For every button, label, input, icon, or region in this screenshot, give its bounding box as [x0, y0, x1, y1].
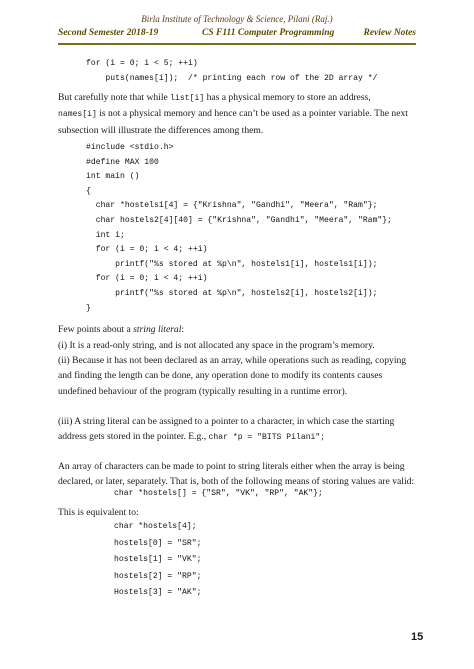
- equivalence-text: This is equivalent to:: [58, 507, 139, 518]
- string-literal-intro: Few points about a string literal:: [58, 324, 185, 335]
- page-number: 15: [411, 631, 424, 643]
- header-row: [58, 28, 416, 42]
- code-equivalent-assignments: char *hostels[4]; hostels[0] = "SR"; hostels[1] = "VK"; hostels[2] = "RP"; Hostels[3] = "AK";: [114, 522, 202, 598]
- code-block-hostels-program: #include <stdio.h> #define MAX 100 int main () { char *hostels1[4] = {"Krishna", "Gandhi", "Meera", "Ram"}; char hostels2[4][40] = {"Krishna", "Gandhi", "Meera", "Ram"}; int i; for (i = 0; i < 4; ++i) printf("%s stored at %p\n", hostels1[i], hostels1[i]); for (i = 0; i < 4; ++i) printf("%s stored at %p\n", hostels2[i], hostels2[i]); }: [86, 143, 392, 313]
- literal-point-1: (i) It is a read-only string, and is not allocated any space in the program’s memory.: [58, 340, 375, 351]
- literal-point-3: (iii) A string literal can be assigned to a pointer to a character, in which case the starting address gets stored in the pointer. E.g., char *p = "BITS Pilani";: [58, 416, 395, 443]
- array-of-pointers-paragraph: An array of characters can be made to point to string literals either when the array is being declared, or later, separately. That is, both of the following means of storing values are valid:: [58, 461, 415, 488]
- review-notes-label: Review Notes: [363, 28, 416, 38]
- course-title: CS F111 Computer Programming: [202, 28, 335, 38]
- institution-name: Birla Institute of Technology & Science, Pilani (Raj.): [141, 14, 333, 24]
- header-rule: [58, 43, 416, 45]
- semester-label: Second Semester 2018-19: [58, 28, 159, 38]
- pointer-vs-array-paragraph: But carefully note that while list[i] has a physical memory to store an address, names[i] is not a physical memory and hence can’t be used as a pointer variable. The next subsection will illustrate the differences among them.: [58, 92, 408, 136]
- string-literal-term: string literal: [133, 324, 182, 335]
- literal-example-code: char *p = "BITS Pilani";: [208, 433, 326, 443]
- code-block-loop: for (i = 0; i < 5; ++i) puts(names[i]); /* printing each row of the 2D array */: [86, 59, 378, 83]
- literal-point-2: (ii) Because it has not been declared as an array, while operations such as reading, copying and finding the length can be done, any operation done to modify its contents causes undefined behaviour of the program (typically resulting in a runtime error).: [58, 355, 407, 397]
- code-array-declaration: char *hostels[] = {"SR", "VK", "RP", "AK"};: [114, 489, 323, 498]
